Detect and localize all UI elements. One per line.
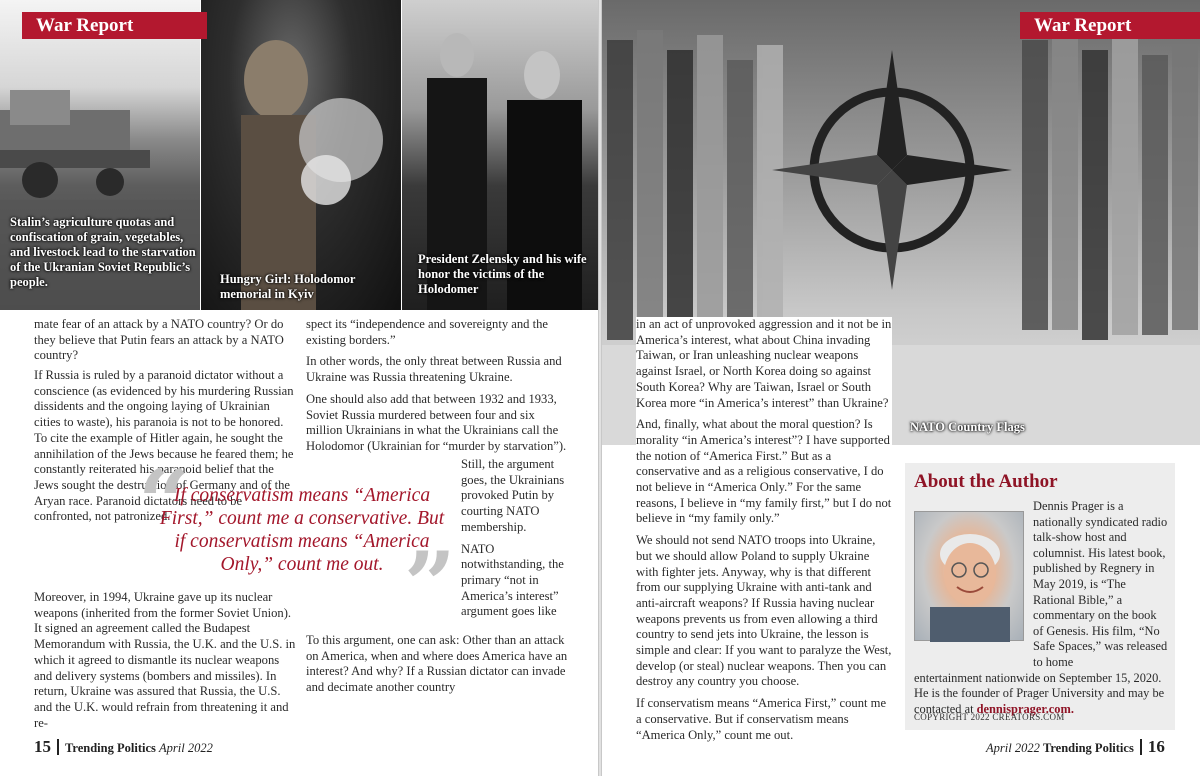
paragraph: We should not send NATO troops into Ukraine, but we should allow Poland to supply Ukraine with fighter jets. Anyway, why is that different from our supplying Ukraine with anti-tank and anti-aircraft weapons? If Russia having nuclear weapons prevents us from even allowing a third country to send jets into Ukraine, the lesson is simple and clear: If you want to paralyze the West, develop (or steal) nuclear weapons. Then you can destroy any country you choose. xyxy=(636,533,892,689)
paragraph: spect its “independence and sovereignty and the existing borders.” xyxy=(306,317,548,347)
harvest-caption: Stalin’s agriculture quotas and confiscation of grain, vegetables, and livestock lead to the starvation of the Ukranian Soviet Republic’s people. xyxy=(10,215,196,289)
right-page xyxy=(602,0,1200,776)
author-bio xyxy=(914,499,1169,717)
author-bio-full: entertainment nationwide on September 15, 2020. He is the founder of Prager University and may be contacted at xyxy=(914,670,1165,716)
statue-caption: Hungry Girl: Holodomor memorial in Kyiv xyxy=(220,272,356,301)
paragraph: in an act of unprovoked aggression and it not be in America’s interest, what about China invading Taiwan, or Iran unleashing nuclear weapons against Israel, or North Korea doing so against South Korea? Why are Taiwan, Israel or South Korea more “in America’s interest” than Ukraine? xyxy=(636,317,892,410)
statue-image xyxy=(201,0,401,310)
article-column-2-bottom xyxy=(306,633,568,702)
open-quote-icon: “ xyxy=(138,450,190,556)
page-number: 15 xyxy=(34,737,51,756)
article-column-2 xyxy=(306,317,568,461)
magazine-name: Trending Politics xyxy=(65,741,156,755)
section-tag-left: War Report xyxy=(22,12,207,39)
page-number: 16 xyxy=(1147,737,1165,756)
article-column-2-narrow xyxy=(461,457,571,626)
folio-divider xyxy=(57,739,59,755)
magazine-name: Trending Politics xyxy=(1042,741,1134,755)
paragraph: mate fear of an attack by a NATO country? Or do they believe that Putin fears an attack by a NATO country? xyxy=(34,317,284,363)
flags-caption: NATO Country Flags xyxy=(910,420,1025,434)
about-the-author-box xyxy=(905,463,1175,730)
paragraph: To this argument, one can ask: Other than an attack on America, when and where does America have an interest? And why? If a Russian dictator can invade and decimate another country xyxy=(306,633,568,695)
issue-date: April 2022 xyxy=(986,741,1040,755)
holodomor-statue-photo xyxy=(201,0,401,310)
paragraph: If Russia is ruled by a paranoid dictator without a conscience (as evidenced by his murdering Russian dissidents and the ongoing laying of Ukrainian cities to waste), his paranoia is not to be honored. To cite the example of Hitler again, he sought the annihilation of the Jews because he feared them; he constantly reiterated his paranoid belief that the Jews sought the destruction of Germany and of the Aryan race. Paranoid dictators need to be confronted, not patronized. xyxy=(34,368,294,524)
paragraph: If conservatism means “America First,” count me a conservative. But if conservatism means “America Only,” count me out. xyxy=(636,696,887,742)
paragraph: One should also add that between 1932 and 1933, Soviet Russia murdered between four and six million Ukrainians in what the Ukrainians call the Holodomor (Ukrainian for “murder by starvation”). xyxy=(306,391,567,453)
folio-right xyxy=(986,737,1165,757)
folio-left xyxy=(34,737,213,757)
paragraph: Moreover, in 1994, Ukraine gave up its nuclear weapons (inherited from the former Soviet Union). It signed an agreement called the Budapest Memorandum with Russia, the U.K. and the U.S. in which it agreed to dismantle its nuclear weapons and delivery systems (bombers and missiles). In return, Ukraine was assured that Russia, the U.S. and the U.K. would refrain from threatening it and re- xyxy=(34,590,296,730)
copyright: COPYRIGHT 2022 CREATORS.COM xyxy=(914,712,1065,722)
zelensky-caption: President Zelensky and his wife honor the victims of the Holodomer xyxy=(418,252,587,296)
paragraph: Still, the argument goes, the Ukrainians provoked Putin by courting NATO membership. xyxy=(461,457,565,534)
paragraph: NATO notwithstanding, the primary “not in America’s interest” argument goes like xyxy=(461,541,564,619)
article-column-1-bottom xyxy=(34,590,296,737)
paragraph: And, finally, what about the moral question? Is morality “in America’s interest”? I have supported the notion of “America First.” But as a conservative and as a religious conservative, I do not believe in “America Only.” For the same reasons, I believe in “my family first,” but I do not believe in “my family only.” xyxy=(636,417,892,526)
author-heading: About the Author xyxy=(914,471,1058,492)
folio-divider xyxy=(1140,739,1142,755)
left-page xyxy=(0,0,598,776)
author-bio-wrapped: Dennis Prager is a nationally syndicated radio talk-show host and columnist. His latest book, published by Regnery in May 2019, is “The Rational Bible,” a commentary on the book of Genesis. His film, “No Safe Spaces,” was released to home xyxy=(1033,499,1168,669)
article-column-1 xyxy=(34,317,296,370)
article-column-right xyxy=(636,317,892,749)
pull-quote: If conservatism means “America First,” count me a conservative. But if conservatism means “America Only,” count me out. xyxy=(159,485,445,575)
issue-date: April 2022 xyxy=(159,741,213,755)
section-tag-right: War Report xyxy=(1020,12,1200,39)
paragraph: In other words, the only threat between Russia and Ukraine was Russia threatening Ukraine. xyxy=(306,354,562,385)
author-website-link[interactable]: dennisprager.com. xyxy=(976,701,1074,716)
close-quote-icon: ” xyxy=(404,532,456,638)
